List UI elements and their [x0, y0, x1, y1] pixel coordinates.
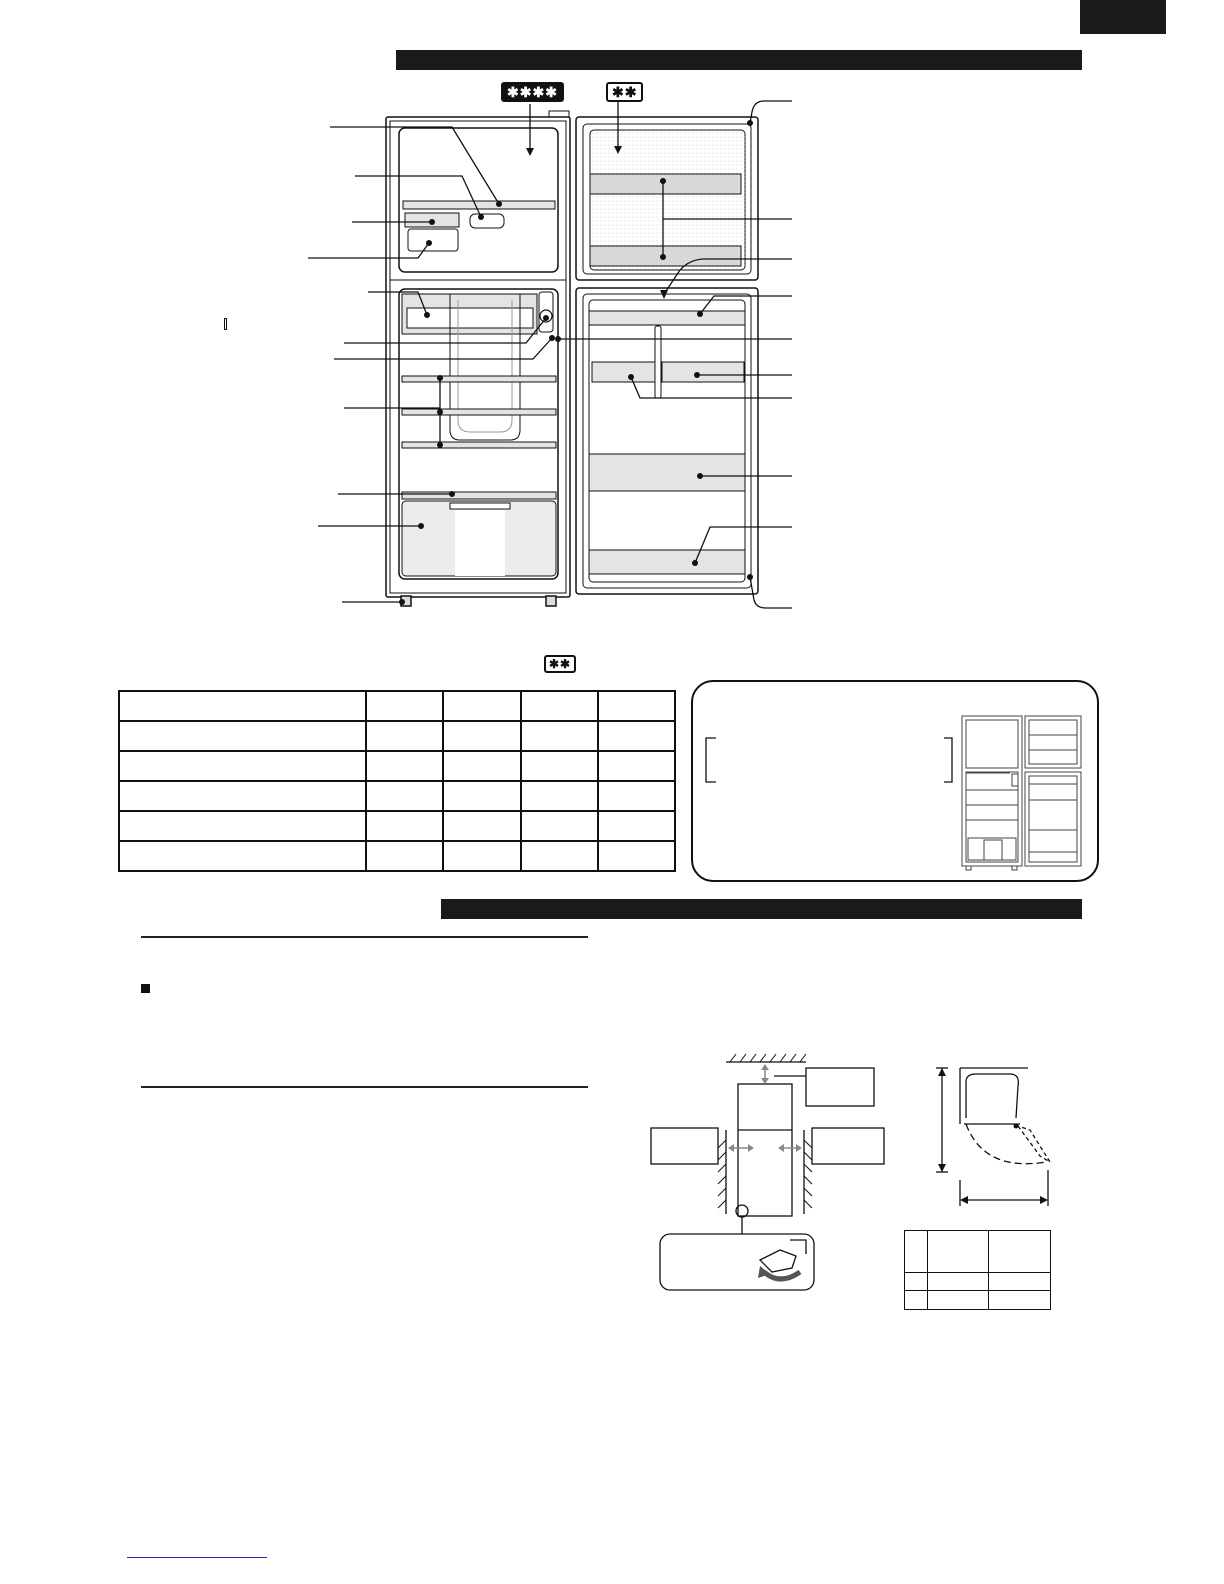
ice-cube-bin — [408, 229, 458, 251]
table-cell — [366, 811, 443, 841]
table-cell — [521, 811, 598, 841]
table-cell — [366, 691, 443, 721]
table-row — [119, 721, 675, 751]
door-pocket-small-right — [662, 362, 744, 382]
subsection-rule — [141, 936, 588, 938]
freezer-shelf — [403, 201, 555, 209]
install-fridge-front — [738, 1084, 792, 1216]
table-cell — [366, 751, 443, 781]
table-cell — [598, 781, 675, 811]
note-box — [691, 680, 1099, 882]
table-cell — [366, 841, 443, 871]
table-row — [119, 691, 675, 721]
table-cell — [598, 841, 675, 871]
table-row — [119, 751, 675, 781]
table-cell — [119, 781, 366, 811]
table-cell — [119, 691, 366, 721]
table-cell — [521, 841, 598, 871]
table-cell — [443, 751, 520, 781]
section-header-bar-installation — [441, 899, 1082, 919]
door-pocket-small-left — [592, 362, 655, 382]
table-cell — [598, 691, 675, 721]
table-cell — [443, 841, 520, 871]
table-cell — [119, 721, 366, 751]
table-row — [119, 781, 675, 811]
table-cell — [443, 811, 520, 841]
freezer-star-rating-badge: ✱✱✱✱ — [501, 82, 564, 102]
table-cell — [598, 721, 675, 751]
table-cell — [443, 691, 520, 721]
table-cell — [119, 751, 366, 781]
table-cell — [521, 781, 598, 811]
table-cell — [989, 1231, 1051, 1273]
table-row — [905, 1291, 1051, 1310]
table-cell — [928, 1231, 989, 1273]
table-row — [905, 1272, 1051, 1291]
table-row — [119, 811, 675, 841]
table-cell — [905, 1272, 928, 1291]
bottle-pocket — [589, 550, 745, 574]
footer-link-underline[interactable] — [127, 1557, 267, 1558]
table-cell — [989, 1291, 1051, 1310]
leveling-foot-right — [546, 596, 556, 606]
fridge-shelf-1 — [402, 376, 556, 382]
table-cell — [598, 811, 675, 841]
clearance-dimension-table — [904, 1230, 1051, 1310]
crisper-cover — [402, 492, 556, 499]
door-star-rating-badge: ✱✱ — [606, 82, 643, 102]
egg-rack — [589, 311, 745, 325]
table-cell — [366, 721, 443, 751]
table-cell — [989, 1272, 1051, 1291]
table-cell — [119, 811, 366, 841]
table-cell — [443, 721, 520, 751]
table-star-rating-badge: ✱✱ — [544, 655, 576, 673]
table-cell — [521, 691, 598, 721]
table-row — [905, 1231, 1051, 1273]
table-cell — [905, 1291, 928, 1310]
ice-tray-lever — [470, 214, 504, 228]
table-cell — [598, 751, 675, 781]
fridge-shelf-3 — [402, 442, 556, 448]
freezer-door-pocket-1 — [590, 174, 741, 194]
table-cell — [905, 1231, 928, 1273]
right-clearance-label-box — [812, 1128, 884, 1164]
table-cell — [119, 841, 366, 871]
specification-table — [118, 690, 676, 872]
door-pocket-middle — [589, 454, 745, 491]
top-clearance-label-box — [806, 1068, 874, 1106]
refrigerator-parts-diagram — [0, 0, 1224, 640]
left-clearance-label-box — [651, 1128, 718, 1164]
subsection-rule-2 — [141, 1086, 588, 1088]
foot-detail-box — [660, 1234, 814, 1290]
swing-fridge-top — [966, 1074, 1018, 1118]
table-cell — [521, 751, 598, 781]
table-cell — [443, 781, 520, 811]
square-bullet-icon — [141, 984, 150, 993]
table-cell — [366, 781, 443, 811]
fridge-shelf-2 — [402, 409, 556, 415]
table-row — [119, 841, 675, 871]
table-cell — [928, 1272, 989, 1291]
fridge-door — [576, 288, 758, 594]
table-cell — [928, 1291, 989, 1310]
table-cell — [521, 721, 598, 751]
rotate-arrow-icon — [764, 1272, 800, 1279]
